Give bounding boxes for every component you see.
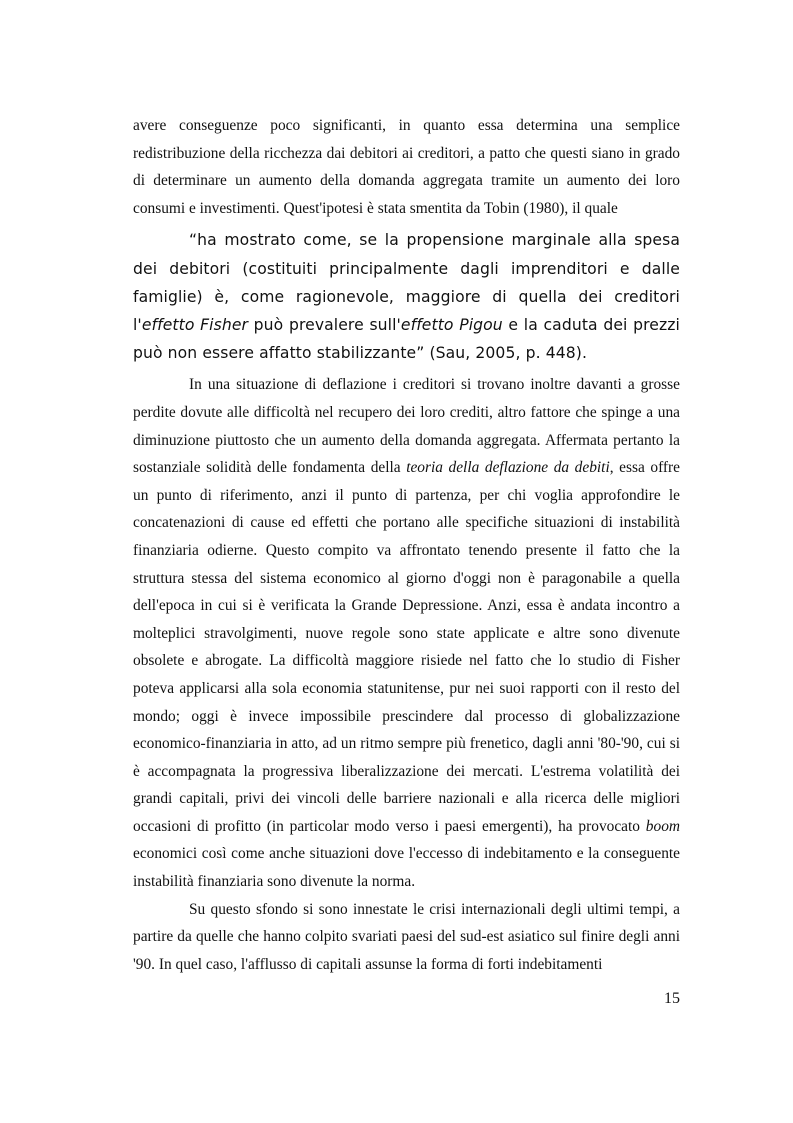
quote-text-part-1: “ha mostrato come, se la propensione marginale alla spesa dei debitori (costituiti principalmente dagli imprenditori e dalle famiglie) è, come ragionevole, maggiore di quella dei creditori l' bbox=[133, 231, 680, 334]
paragraph-deflation bbox=[133, 371, 680, 895]
block-quote bbox=[133, 226, 680, 367]
quote-text-part-2: può prevalere sull' bbox=[248, 315, 401, 334]
paragraph-deflation-part-2: , essa offre un punto di riferimento, anzi il punto di partenza, per chi voglia approfondire le concatenazioni di cause ed effetti che portano alle specifiche situazioni di instabilità finanziaria odierne. Questo compito va affrontato tenendo presente il fatto che la struttura stessa del sistema economico al giorno d'oggi non è paragonabile a quella dell'epoca in cui si è verificata la Grande Depressione. Anzi, essa è andata incontro a molteplici stravolgimenti, nuove regole sono state applicate e altre sono divenute obsolete e abrogate. La difficoltà maggiore risiede nel fatto che lo studio di Fisher poteva applicarsi alla sola economia statunitense, pur nei suoi rapporti con il resto del mondo; oggi è invece impossibile prescindere dal processo di globalizzazione economico-finanziaria in atto, ad un ritmo sempre più frenetico, dagli anni '80-'90, cui si è accompagnata la progressiva liberalizzazione dei mercati. L'estrema volatilità dei grandi capitali, privi dei vincoli delle barriere nazionali e alla ricerca delle migliori occasioni di profitto (in particolar modo verso i paesi emergenti), ha provocato bbox=[133, 459, 680, 835]
quote-text-part-3: e la caduta dei prezzi può non essere affatto stabilizzante” (Sau, 2005, p. 448). bbox=[133, 315, 680, 363]
paragraph-deflation-part-1: In una situazione di deflazione i creditori si trovano inoltre davanti a grosse perdite dovute alle difficoltà nel recupero dei loro crediti, altro fattore che spinge a una diminuzione piuttosto che un aumento della domanda aggregata. Affermata pertanto la sostanziale solidità delle fondamenta della bbox=[133, 376, 680, 477]
paragraph-deflation-part-3: economici così come anche situazioni dove l'eccesso di indebitamento e la conseguente instabilità finanziaria sono divenute la norma. bbox=[133, 845, 680, 891]
quote-emphasis-effetto-pigou: effetto Pigou bbox=[400, 315, 503, 334]
paragraph-continuation: avere conseguenze poco significanti, in quanto essa determina una semplice redistribuzione della ricchezza dai debitori ai creditori, a patto che questi siano in grado di determinare un aumento della domanda aggregata tramite un aumento dei loro consumi e investimenti. Quest'ipotesi è stata smentita da Tobin (1980), il quale bbox=[133, 117, 680, 217]
emphasis-teoria-deflazione: teoria della deflazione da debiti bbox=[406, 459, 610, 477]
page-number: 15 bbox=[664, 990, 680, 1007]
quote-emphasis-effetto-fisher: effetto Fisher bbox=[141, 315, 249, 334]
paragraph-international-crises: Su questo sfondo si sono innestate le crisi internazionali degli ultimi tempi, a partire da quelle che hanno colpito svariati paesi del sud-est asiatico sul finire degli anni '90. In quel caso, l'afflusso di capitali assunse la forma di forti indebitamenti bbox=[133, 900, 680, 973]
page-body bbox=[133, 112, 680, 978]
emphasis-boom: boom bbox=[645, 817, 680, 835]
